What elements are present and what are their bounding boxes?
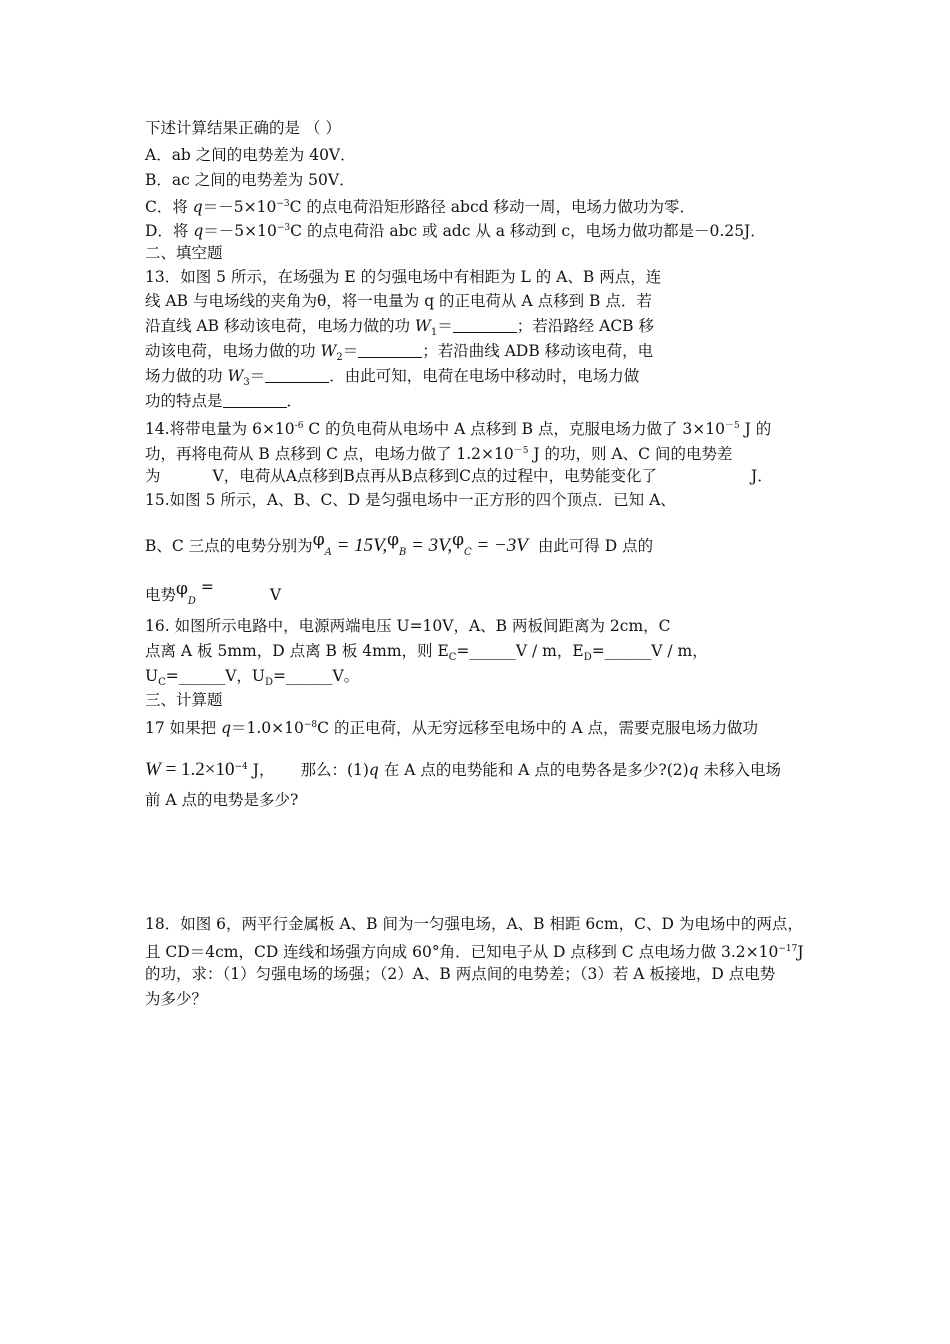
section-calc-title: 三、计算题 [145,691,223,709]
q18-line-4: 为多少？ [145,990,208,1008]
q18-line-2: 且 CD＝4cm，CD 连线和场强方向成 60°角．已知电子从 D 点移到 C 点电场力做 $3.2\times 10^{-17}J$ [145,943,804,961]
q14-line-1: 14.将带电量为 $6\times 10^{-6}$ C 的负电荷从电场中 A 点移到 B 点，克服电场力做了 $3\times 10^{-5}$ J 的 [145,420,772,438]
q17-line-1: 17 如果把 $q=1.0\times 10^{-8}C$ 的正电荷，从无穷远移至电场中的 A 点，需要克服电场力做功 [145,719,759,737]
q16-line-3: $U_C=\_\_\_\_\_\_V$，$U_D=\_\_\_\_\_\_V$。 [145,667,360,688]
q13-line-4: 动该电荷，电场力做的功 $W_2=$ ；若沿曲线 ADB 移动该电荷，电 [145,342,654,363]
q13-line-5: 场力做的功 $W_3=$ ．由此可知，电荷在电场中移动时，电场力做 [145,367,640,388]
q13-line-6: 功的特点是 ． [145,392,303,410]
q12-option-c: C．将 $q=-5\times 10^{-3}C$ 的点电荷沿矩形路径 abcd 移动一周，电场力做功为零． [145,198,696,216]
q17-line-2: $W = 1.2\times 10^{-4}$ J， 那么：(1)q 在 A 点的电势能和 A 点的电势各是多少?(2)q 未移入电场 [145,759,782,780]
answer-blank[interactable] [453,318,517,333]
potential-equations: $\varphi_A = 15V,\varphi_B = 3V,\varphi_C = -3V$ [312,530,528,558]
q18-line-3: 的功，求：（1）匀强电场的场强；（2）A、B 两点间的电势差；（3）若 A 板接地，D 点电势 [145,965,776,983]
q14-line-2: 功，再将电荷从 B 点移到 C 点，电场力做了 $1.2\times 10^{-5}$ J 的功，则 A、C 间的电势差 [145,445,733,463]
q12-stem: 下述计算结果正确的是 （ ） [145,119,341,137]
answer-blank[interactable] [358,343,422,358]
q16-line-2: 点离 A 板 5mm，D 点离 B 板 4mm，则 $E_C=\_\_\_\_\_\_V / m$，$E_D=\_\_\_\_\_\_V / m$， [145,642,708,663]
answer-blank[interactable] [223,393,287,408]
q18-line-1: 18．如图 6，两平行金属板 A、B 间为一匀强电场，A、B 相距 6cm，C、D 为电场中的两点， [145,915,803,933]
q13-line-1: 13．如图 5 所示，在场强为 E 的匀强电场中有相距为 L 的 A、B 两点，连 [145,268,662,286]
q12-option-d: D．将 $q=-5\times 10^{-3}C$ 的点电荷沿 abc 或 adc 从 a 移动到 c，电场力做功都是－0.25J． [145,222,766,240]
q16-line-1: 16. 如图所示电路中，电源两端电压 U=10V，A、B 两板间距离为 2cm，C [145,617,671,635]
q13-line-3: 沿直线 AB 移动该电荷，电场力做的功 $W_1=$ ；若沿路经 ACB 移 [145,317,655,338]
q14-line-3: 为 V，电荷从A点移到B点再从B点移到C点的过程中，电势能变化了 J． [145,467,773,485]
q15-line-2: B、C 三点的电势分别为$\varphi_A = 15V,\varphi_B = 3V,\varphi_C = -3V$ 由此可得 D 点的 [145,530,654,558]
q12-option-b: B．ac 之间的电势差为 50V． [145,171,355,189]
q12-option-a: A．ab 之间的电势差为 40V． [145,146,356,164]
q15-line-1: 15.如图 5 所示，A、B、C、D 是匀强电场中一正方形的四个顶点．已知 A、 [145,491,676,509]
section-fill-in-title: 二、填空题 [145,244,223,262]
answer-blank[interactable] [265,368,329,383]
q17-line-3: 前 A 点的电势是多少? [145,791,299,809]
q13-line-2: 线 AB 与电场线的夹角为θ，将一电量为 q 的正电荷从 A 点移到 B 点．若 [145,292,652,310]
q15-line-3: 电势$\varphi_D = V$ [145,578,282,607]
